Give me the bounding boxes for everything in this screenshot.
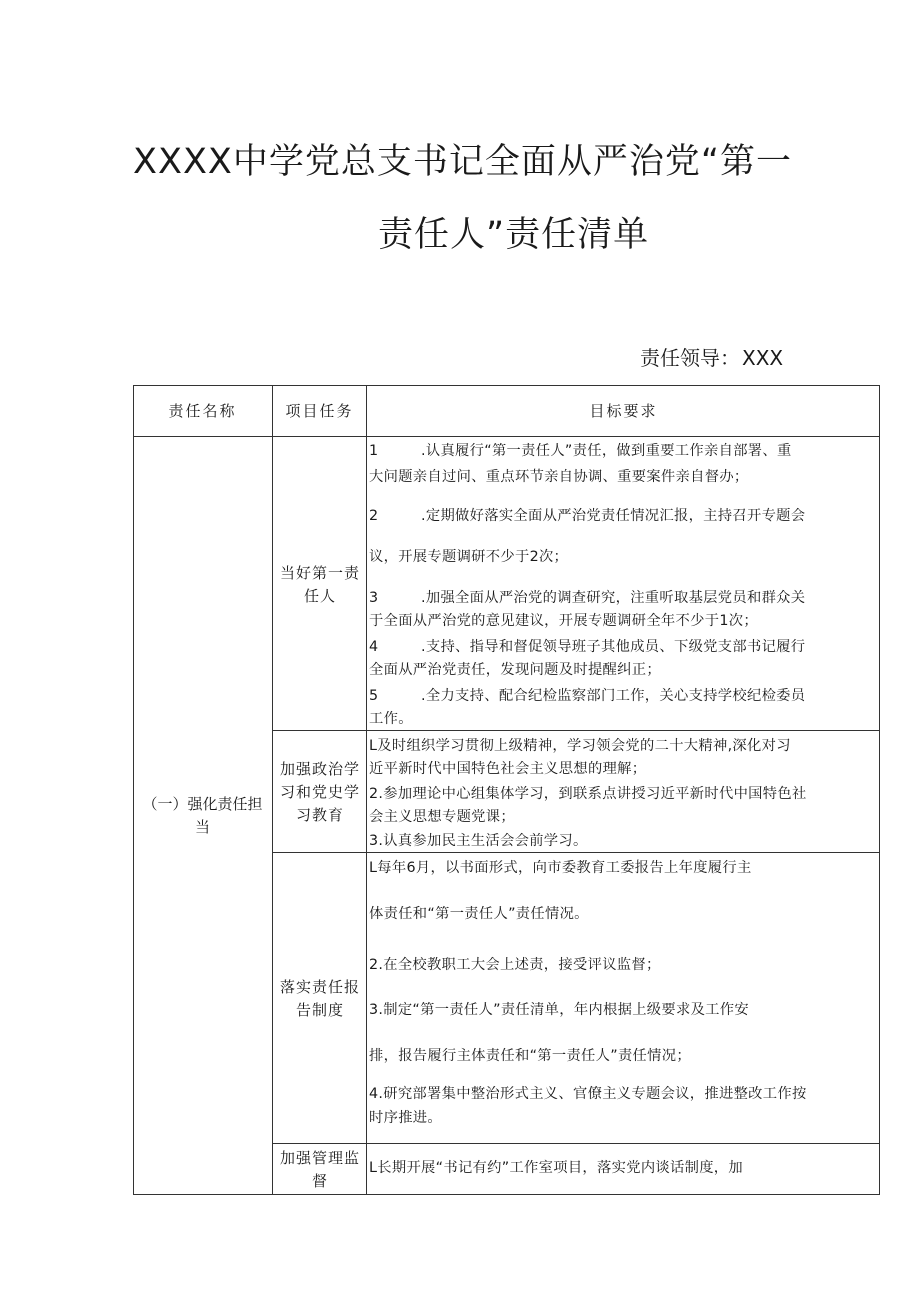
requirement-text: 议，开展专题调研不少于2次； (369, 549, 569, 565)
requirement-number: 2 (369, 508, 379, 524)
requirement-text: L每年6月，以书面形式，向市委教育工委报告上年度履行主 (369, 860, 752, 876)
header-target-requirement: 目标要求 (589, 402, 658, 420)
project-cell: 加强管理监督 (279, 1149, 360, 1190)
requirement-line (369, 685, 881, 705)
requirement-text: 3.认真参加民主生活会会前学习。 (369, 833, 588, 849)
requirement-line (369, 466, 881, 486)
requirement-text: 于全面从严治党的意见建议，开展专题调研全年不少于1次； (369, 613, 758, 629)
requirement-text: 4.研究部署集中整治形式主义、官僚主义专题会议，推进整改工作按 (369, 1086, 807, 1102)
requirement-line (369, 999, 881, 1019)
requirement-line (369, 903, 881, 923)
requirement-line (369, 830, 881, 850)
requirement-text: 3.制定“第一责任人”责任清单，年内根据上级要求及工作安 (369, 1002, 749, 1018)
responsible-leader-label: 责任领导： (640, 346, 740, 370)
header-project-task: 项目任务 (285, 402, 354, 420)
requirement-text: 会主义思想专题党课； (369, 809, 515, 825)
document-title-line-1: XXXX中学党总支书记全面从严治党“第一 (133, 142, 793, 182)
table-divider-row-2 (272, 852, 880, 853)
requirement-text: 大问题亲自过问、重点环节亲自协调、重要案件亲自督办； (369, 469, 749, 485)
requirement-number: 1 (369, 443, 379, 459)
requirement-number: 4 (369, 639, 379, 655)
document-title-line-2: 责任人”责任清单 (378, 215, 650, 255)
requirement-text: 全面从严治党责任，发现问题及时提醒纠正； (369, 662, 661, 678)
requirement-line (369, 610, 881, 630)
requirement-line (369, 708, 881, 728)
table-divider-row-1 (272, 730, 880, 731)
project-cell: 加强政治学习和党史学习教育 (279, 759, 360, 824)
requirement-line (369, 1045, 881, 1065)
requirement-text: 时序推进。 (369, 1110, 442, 1126)
requirement-text: .全力支持、配合纪检监察部门工作，关心支持学校纪检委员 (421, 688, 806, 704)
requirement-line (369, 857, 881, 877)
requirement-line (369, 636, 881, 656)
requirement-text: .加强全面从严治党的调查研究，注重听取基层党员和群众关 (421, 590, 806, 606)
requirement-line (369, 735, 881, 755)
requirement-line (369, 954, 881, 974)
requirement-line (369, 783, 881, 803)
table-divider-column-1 (272, 385, 273, 1195)
requirement-text: 排，报告履行主体责任和“第一责任人”责任情况； (369, 1048, 691, 1064)
project-cell: 当好第一责任人 (279, 564, 360, 605)
requirement-line (369, 758, 881, 778)
requirement-line (369, 659, 881, 679)
requirement-text: .定期做好落实全面从严治党责任情况汇报，主持召开专题会 (421, 508, 806, 524)
responsible-leader (638, 342, 783, 371)
requirement-line (369, 440, 881, 460)
requirement-text: .认真履行“第一责任人”责任，做到重要工作亲自部署、重 (421, 443, 792, 459)
requirement-text: 2.参加理论中心组集体学习，到联系点讲授习近平新时代中国特色社 (369, 786, 807, 802)
category-cell: （一）强化责任担当 (142, 795, 263, 836)
requirement-text: L长期开展“书记有约”工作室项目，落实党内谈话制度，加 (369, 1160, 744, 1176)
requirement-text: L及时组织学习贯彻上级精神，学习领会党的二十大精神,深化对习 (369, 738, 791, 754)
requirement-number: 3 (369, 590, 379, 606)
requirement-line (369, 1157, 881, 1177)
requirement-number: 5 (369, 688, 379, 704)
responsible-leader-name: XXX (742, 346, 784, 370)
requirement-text: 近平新时代中国特色社会主义思想的理解； (369, 761, 647, 777)
table-divider-column-2 (366, 385, 367, 1195)
requirement-text: .支持、指导和督促领导班子其他成员、下级党支部书记履行 (421, 639, 806, 655)
requirement-line (369, 806, 881, 826)
requirement-line (369, 587, 881, 607)
requirement-text: 2.在全校教职工大会上述责，接受评议监督； (369, 957, 661, 973)
requirement-line (369, 546, 881, 566)
requirement-line (369, 505, 881, 525)
table-divider-header (133, 436, 880, 437)
requirement-text: 体责任和“第一责任人”责任情况。 (369, 906, 589, 922)
project-cell: 落实责任报告制度 (279, 978, 360, 1019)
header-responsibility-name: 责任名称 (168, 402, 237, 420)
requirement-line (369, 1083, 881, 1103)
requirement-text: 工作。 (369, 711, 413, 727)
table-divider-row-3 (272, 1143, 880, 1144)
requirement-line (369, 1107, 881, 1127)
